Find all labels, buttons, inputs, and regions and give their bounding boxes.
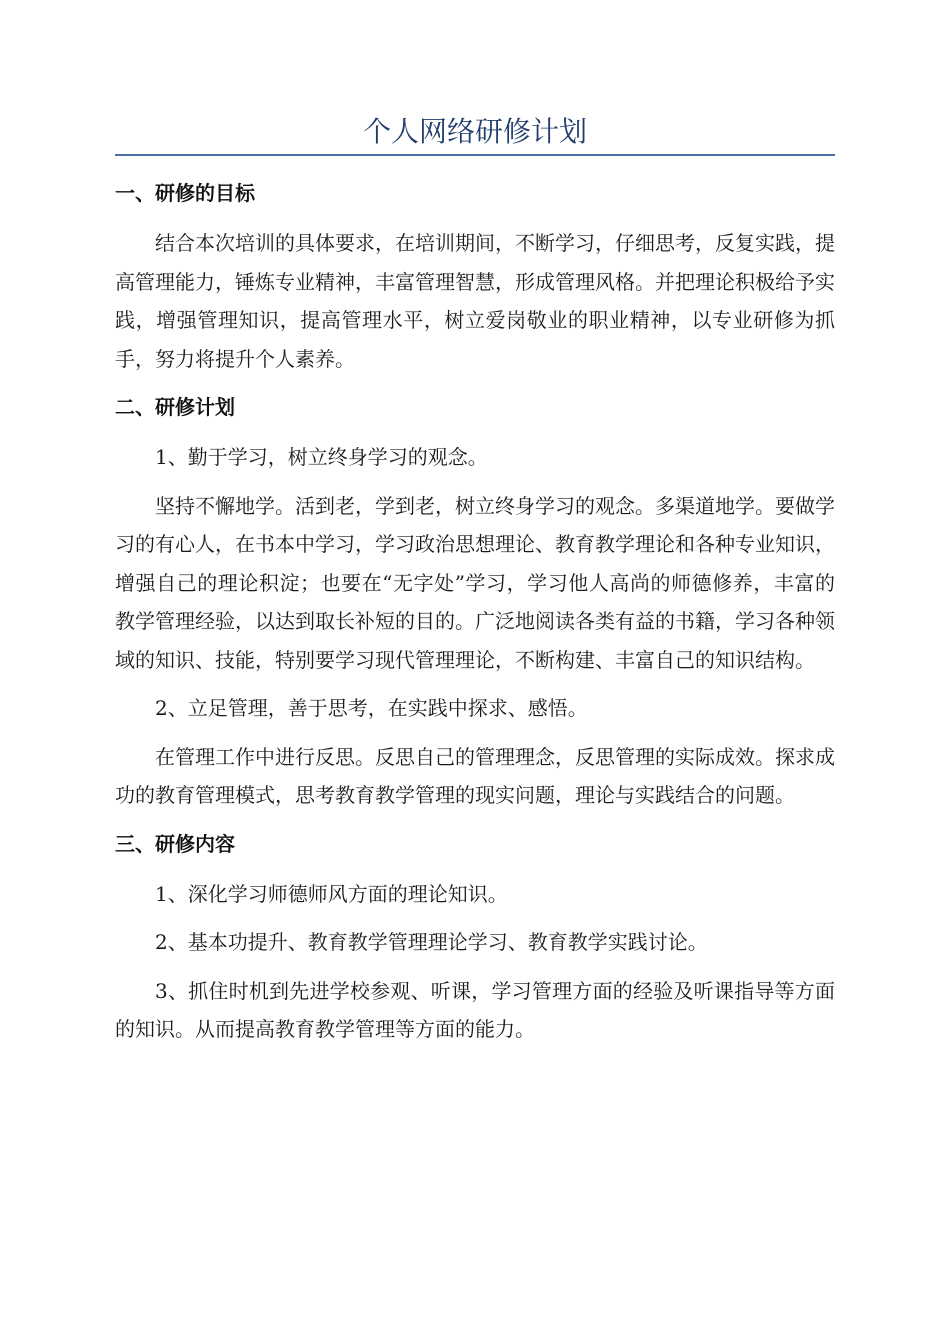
section-heading: 二、研修计划 [115, 395, 235, 419]
list-item: 2、立足管理，善于思考，在实践中探求、感悟。 [155, 696, 588, 720]
list-item: 1、勤于学习，树立终身学习的观念。 [155, 445, 488, 469]
paragraph: 结合本次培训的具体要求，在培训期间，不断学习，仔细思考，反复实践，提高管理能力，锤炼专业精神，丰富管理智慧，形成管理风格。并把理论积极给予实践，增强管理知识，提高管理水平，树立爱岗敬业的职业精神，以专业研修为抓手，努力将提升个人素养。 [115, 231, 835, 371]
title-divider [115, 154, 835, 156]
section-plan [115, 388, 835, 815]
paragraph: 坚持不懈地学。活到老，学到老，树立终身学习的观念。多渠道地学。要做学习的有心人，在书本中学习，学习政治思想理论、教育教学理论和各种专业知识，增强自己的理论积淀；也要在“无字处”学习，学习他人高尚的师德修养，丰富的教学管理经验，以达到取长补短的目的。广泛地阅读各类有益的书籍，学习各种领域的知识、技能，特别要学习现代管理理论，不断构建、丰富自己的知识结构。 [115, 493, 835, 672]
section-goals [115, 174, 835, 378]
paragraph: 在管理工作中进行反思。反思自己的管理理念，反思管理的实际成效。探求成功的教育管理模式，思考教育教学管理的现实问题，理论与实践结合的问题。 [115, 744, 835, 807]
document-title: 个人网络研修计划 [362, 115, 587, 148]
list-item: 1、深化学习师德师风方面的理论知识。 [155, 881, 508, 906]
section-content [115, 825, 835, 1049]
section-heading: 三、研修内容 [115, 831, 235, 856]
list-item: 2、基本功提升、教育教学管理理论学习、教育教学实践讨论。 [155, 930, 708, 954]
document-body [115, 170, 835, 1059]
list-item: 3、抓住时机到先进学校参观、听课，学习管理方面的经验及听课指导等方面的知识。从而提高教育教学管理等方面的能力。 [115, 978, 835, 1041]
section-heading: 一、研修的目标 [115, 181, 255, 205]
